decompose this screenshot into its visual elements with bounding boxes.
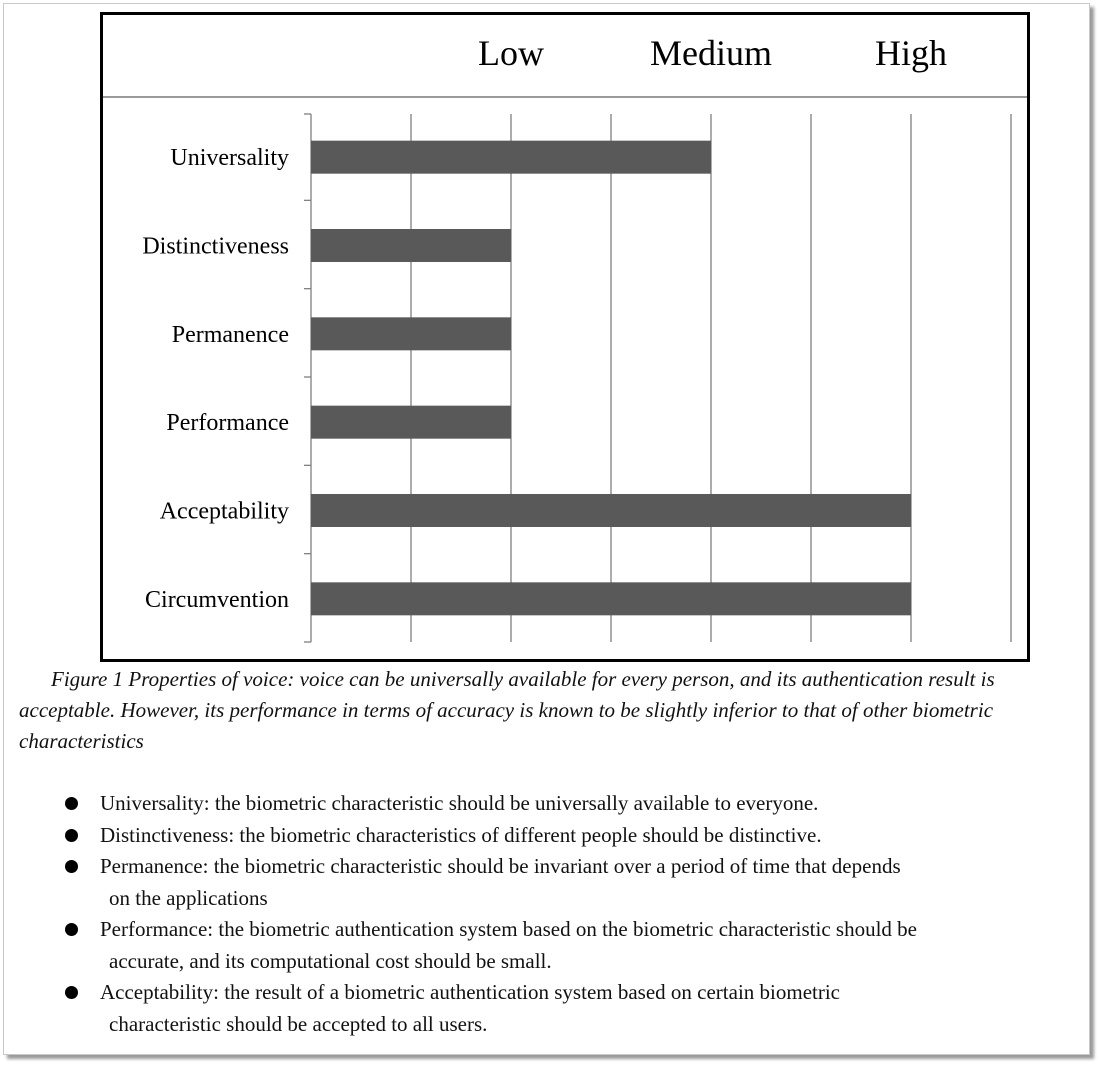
bar-chart xyxy=(103,15,1027,659)
bullet-icon xyxy=(65,860,78,873)
bar-performance xyxy=(311,406,511,439)
bar-circumvention xyxy=(311,582,911,615)
category-label: Acceptability xyxy=(159,498,289,525)
list-item-text: Universality: the biometric characteristic should be universally available to everyone. xyxy=(100,791,819,815)
list-item xyxy=(62,820,1072,852)
list-item-continuation: characteristic should be accepted to all users. xyxy=(109,1011,488,1036)
category-label: Circumvention xyxy=(145,586,289,613)
list-item xyxy=(62,788,1072,820)
list-item-text: Distinctiveness: the biometric characteristics of different people should be distinctive. xyxy=(100,822,822,847)
list-item-text: Performance: the biometric authentication system based on the biometric characteristic should be xyxy=(100,917,917,941)
list-item-text: Acceptability: the result of a biometric authentication system based on certain biometric xyxy=(100,980,841,1004)
figure-caption-text: Figure 1 Properties of voice: voice can be universally available for every person, and its authentication result is acceptable. However, its performance in terms of accuracy is known to be slightly inferior to that of other biometric characteristics xyxy=(19,667,995,753)
category-label: Universality xyxy=(170,145,289,172)
figure-caption xyxy=(19,664,1081,757)
bar-acceptability xyxy=(311,494,911,527)
bar-universality xyxy=(311,141,711,174)
bar-distinctiveness xyxy=(311,229,511,262)
bullet-icon xyxy=(65,829,78,842)
level-label-high: High xyxy=(875,33,947,73)
bar-permanence xyxy=(311,317,511,350)
bullet-icon xyxy=(65,986,78,999)
bullet-icon xyxy=(65,923,78,936)
list-item-text: Permanence: the biometric characteristic should be invariant over a period of time that depends xyxy=(100,854,901,878)
list-item-continuation: on the applications xyxy=(109,885,268,910)
level-label-medium: Medium xyxy=(650,33,772,73)
category-label: Distinctiveness xyxy=(142,233,289,260)
list-item-continuation: accurate, and its computational cost should be small. xyxy=(109,948,552,973)
list-item xyxy=(62,914,1072,977)
level-label-low: Low xyxy=(478,33,544,73)
list-item xyxy=(62,977,1072,1040)
bullet-icon xyxy=(65,797,78,810)
list-item xyxy=(62,851,1072,914)
category-label: Permanence xyxy=(171,321,289,348)
bullet-list xyxy=(62,788,1072,1040)
figure-chart xyxy=(100,12,1030,662)
category-label: Performance xyxy=(166,410,289,437)
